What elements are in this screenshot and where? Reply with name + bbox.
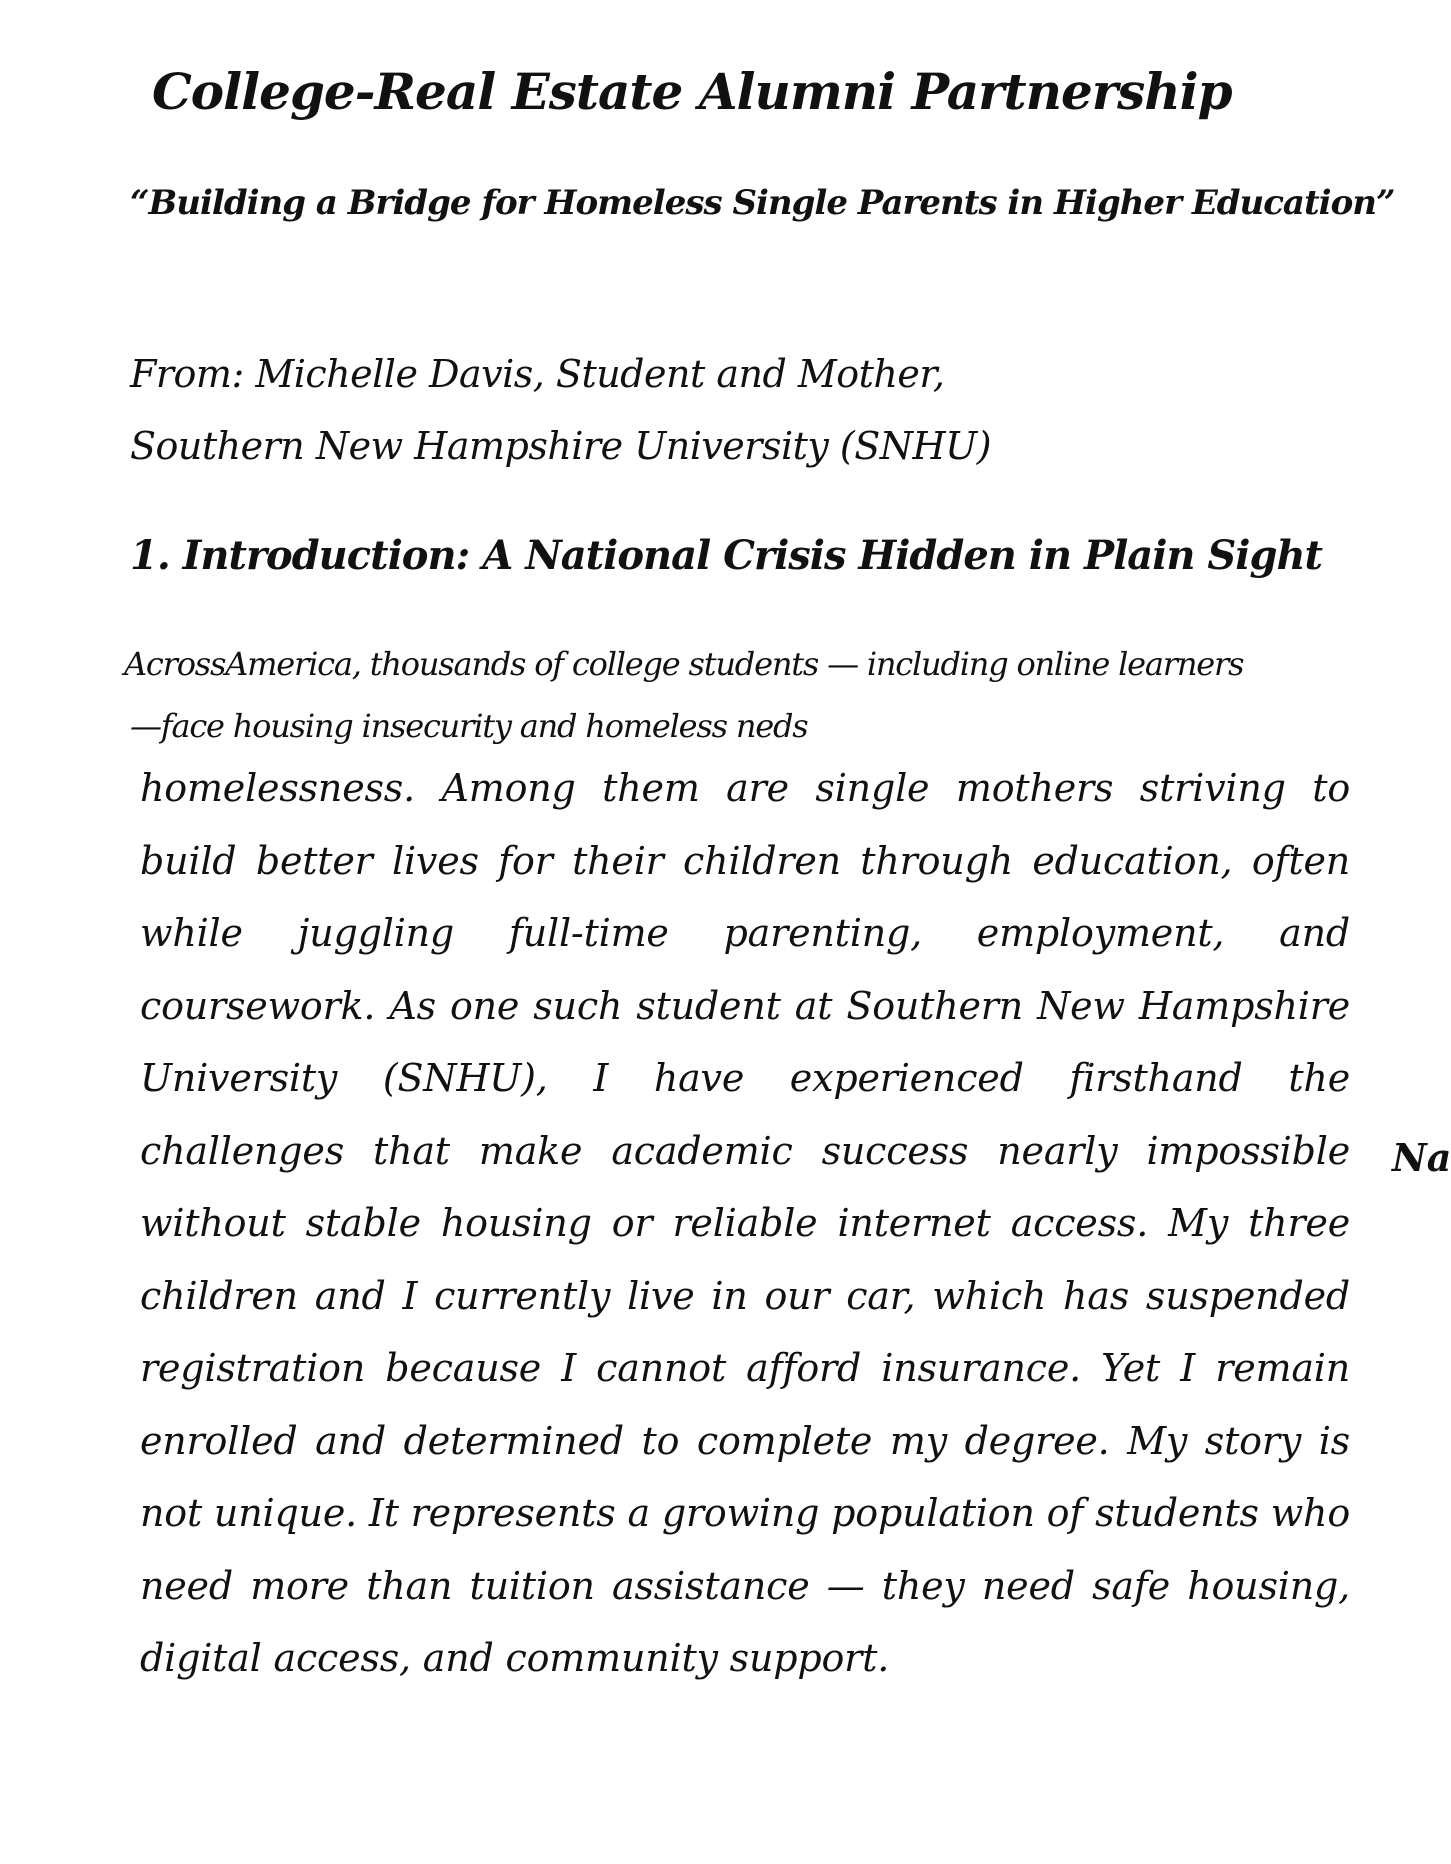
intro-line-1: AcrossAmerica, thousands of college students — including online learners — [124, 645, 1244, 683]
margin-note: Na — [1392, 1135, 1451, 1180]
document-subtitle: “Building a Bridge for Homeless Single Parents in Higher Education” — [130, 183, 1395, 223]
document-title: College-Real Estate Alumni Partnership — [152, 62, 1232, 121]
author-line: From: Michelle Davis, Student and Mother, — [130, 352, 945, 396]
section-heading: 1. Introduction: A National Crisis Hidden in Plain Sight — [130, 532, 1323, 579]
institution-line: Southern New Hampshire University (SNHU) — [130, 424, 992, 468]
intro-line-2: —face housing insecurity and homeless neds — [130, 707, 808, 745]
body-paragraph: homelessness. Among them are single mothers striving to build better lives for their children through education, often while juggling full-time parenting, employment, and coursework. As one such student at Southern New Hampshire University (SNHU), I have experienced firsthand the challenges that make academic success nearly impossible without stable housing or reliable internet access. My three children and I currently live in our car, which has suspended registration because I cannot afford insurance. Yet I remain enrolled and determined to complete my degree. My story is not unique. It represents a growing population of students who need more than tuition assistance — they need safe housing, digital access, and community support. — [140, 766, 1350, 1680]
